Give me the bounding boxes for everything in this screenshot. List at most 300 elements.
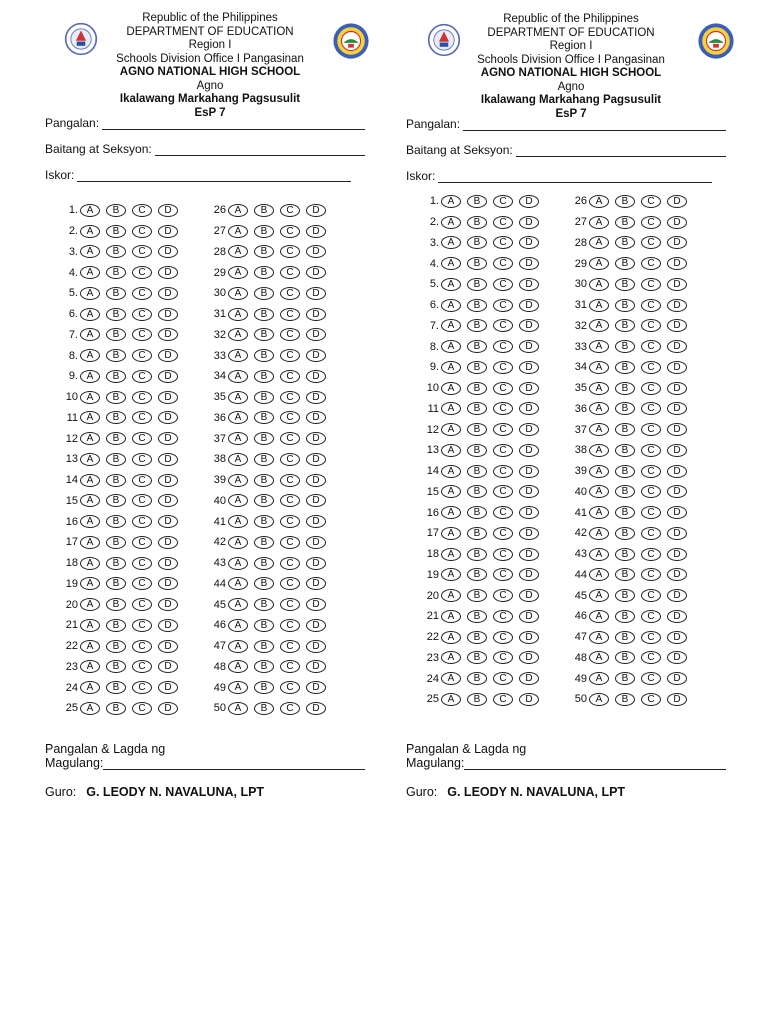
choice-bubble-b[interactable]: B (254, 702, 274, 715)
parent-signature-line[interactable] (464, 757, 726, 770)
score-line[interactable] (77, 171, 351, 182)
choice-bubble-c[interactable]: C (493, 610, 513, 623)
choice-bubble-c[interactable]: C (132, 266, 152, 279)
choice-bubble-a[interactable]: A (441, 278, 461, 291)
score-line[interactable] (438, 172, 712, 183)
choice-bubble-a[interactable]: A (80, 370, 100, 383)
choice-bubble-a[interactable]: A (80, 536, 100, 549)
choice-bubble-d[interactable]: D (306, 370, 326, 383)
choice-bubble-d[interactable]: D (519, 423, 539, 436)
choice-bubble-b[interactable]: B (615, 672, 635, 685)
choice-bubble-a[interactable]: A (441, 527, 461, 540)
choice-bubble-d[interactable]: D (667, 257, 687, 270)
choice-bubble-c[interactable]: C (641, 278, 661, 291)
choice-bubble-d[interactable]: D (519, 278, 539, 291)
choice-bubble-a[interactable]: A (228, 391, 248, 404)
choice-bubble-a[interactable]: A (441, 361, 461, 374)
choice-bubble-d[interactable]: D (667, 465, 687, 478)
choice-bubble-d[interactable]: D (306, 702, 326, 715)
choice-bubble-c[interactable]: C (493, 693, 513, 706)
choice-bubble-a[interactable]: A (589, 278, 609, 291)
choice-bubble-b[interactable]: B (106, 308, 126, 321)
choice-bubble-a[interactable]: A (80, 391, 100, 404)
choice-bubble-d[interactable]: D (519, 257, 539, 270)
choice-bubble-d[interactable]: D (519, 195, 539, 208)
choice-bubble-c[interactable]: C (132, 391, 152, 404)
choice-bubble-a[interactable]: A (441, 444, 461, 457)
choice-bubble-c[interactable]: C (132, 370, 152, 383)
choice-bubble-a[interactable]: A (228, 557, 248, 570)
choice-bubble-c[interactable]: C (493, 361, 513, 374)
choice-bubble-c[interactable]: C (132, 432, 152, 445)
choice-bubble-a[interactable]: A (80, 349, 100, 362)
choice-bubble-c[interactable]: C (641, 465, 661, 478)
choice-bubble-b[interactable]: B (467, 257, 487, 270)
choice-bubble-b[interactable]: B (254, 515, 274, 528)
choice-bubble-d[interactable]: D (519, 693, 539, 706)
choice-bubble-b[interactable]: B (615, 195, 635, 208)
choice-bubble-c[interactable]: C (641, 340, 661, 353)
choice-bubble-d[interactable]: D (306, 640, 326, 653)
choice-bubble-a[interactable]: A (228, 640, 248, 653)
choice-bubble-a[interactable]: A (441, 236, 461, 249)
choice-bubble-d[interactable]: D (306, 432, 326, 445)
choice-bubble-d[interactable]: D (306, 515, 326, 528)
choice-bubble-c[interactable]: C (280, 702, 300, 715)
choice-bubble-c[interactable]: C (132, 640, 152, 653)
choice-bubble-c[interactable]: C (280, 308, 300, 321)
choice-bubble-c[interactable]: C (280, 640, 300, 653)
choice-bubble-b[interactable]: B (106, 536, 126, 549)
choice-bubble-a[interactable]: A (441, 465, 461, 478)
name-line[interactable] (102, 119, 365, 130)
name-line[interactable] (463, 120, 726, 131)
choice-bubble-a[interactable]: A (80, 204, 100, 217)
choice-bubble-a[interactable]: A (441, 693, 461, 706)
choice-bubble-b[interactable]: B (106, 619, 126, 632)
choice-bubble-a[interactable]: A (228, 245, 248, 258)
choice-bubble-c[interactable]: C (280, 245, 300, 258)
choice-bubble-b[interactable]: B (106, 577, 126, 590)
choice-bubble-d[interactable]: D (306, 681, 326, 694)
choice-bubble-b[interactable]: B (615, 568, 635, 581)
choice-bubble-b[interactable]: B (615, 236, 635, 249)
choice-bubble-a[interactable]: A (80, 411, 100, 424)
choice-bubble-a[interactable]: A (228, 660, 248, 673)
choice-bubble-c[interactable]: C (493, 278, 513, 291)
choice-bubble-b[interactable]: B (467, 672, 487, 685)
choice-bubble-d[interactable]: D (667, 444, 687, 457)
choice-bubble-c[interactable]: C (280, 432, 300, 445)
choice-bubble-d[interactable]: D (519, 382, 539, 395)
choice-bubble-d[interactable]: D (306, 328, 326, 341)
choice-bubble-b[interactable]: B (467, 444, 487, 457)
choice-bubble-d[interactable]: D (519, 465, 539, 478)
choice-bubble-c[interactable]: C (132, 494, 152, 507)
choice-bubble-c[interactable]: C (132, 453, 152, 466)
choice-bubble-a[interactable]: A (589, 423, 609, 436)
choice-bubble-d[interactable]: D (519, 299, 539, 312)
choice-bubble-c[interactable]: C (132, 225, 152, 238)
name-field[interactable] (45, 117, 365, 130)
choice-bubble-a[interactable]: A (80, 494, 100, 507)
choice-bubble-c[interactable]: C (132, 619, 152, 632)
choice-bubble-a[interactable]: A (228, 494, 248, 507)
choice-bubble-b[interactable]: B (254, 266, 274, 279)
choice-bubble-b[interactable]: B (467, 527, 487, 540)
choice-bubble-d[interactable]: D (306, 494, 326, 507)
choice-bubble-b[interactable]: B (615, 278, 635, 291)
choice-bubble-d[interactable]: D (519, 672, 539, 685)
choice-bubble-d[interactable]: D (158, 411, 178, 424)
choice-bubble-d[interactable]: D (306, 411, 326, 424)
choice-bubble-b[interactable]: B (467, 465, 487, 478)
choice-bubble-c[interactable]: C (132, 681, 152, 694)
choice-bubble-a[interactable]: A (441, 506, 461, 519)
choice-bubble-d[interactable]: D (158, 536, 178, 549)
choice-bubble-d[interactable]: D (519, 631, 539, 644)
choice-bubble-c[interactable]: C (493, 506, 513, 519)
choice-bubble-d[interactable]: D (306, 225, 326, 238)
choice-bubble-d[interactable]: D (667, 299, 687, 312)
choice-bubble-b[interactable]: B (106, 640, 126, 653)
choice-bubble-b[interactable]: B (467, 548, 487, 561)
choice-bubble-a[interactable]: A (80, 702, 100, 715)
choice-bubble-a[interactable]: A (228, 328, 248, 341)
choice-bubble-d[interactable]: D (158, 349, 178, 362)
choice-bubble-d[interactable]: D (667, 610, 687, 623)
choice-bubble-c[interactable]: C (641, 651, 661, 664)
choice-bubble-b[interactable]: B (106, 266, 126, 279)
choice-bubble-b[interactable]: B (467, 319, 487, 332)
choice-bubble-d[interactable]: D (519, 340, 539, 353)
choice-bubble-a[interactable]: A (589, 382, 609, 395)
choice-bubble-c[interactable]: C (132, 660, 152, 673)
choice-bubble-a[interactable]: A (441, 548, 461, 561)
choice-bubble-a[interactable]: A (589, 257, 609, 270)
choice-bubble-a[interactable]: A (80, 577, 100, 590)
choice-bubble-c[interactable]: C (641, 423, 661, 436)
choice-bubble-c[interactable]: C (132, 702, 152, 715)
choice-bubble-b[interactable]: B (615, 216, 635, 229)
choice-bubble-c[interactable]: C (280, 536, 300, 549)
choice-bubble-d[interactable]: D (667, 278, 687, 291)
choice-bubble-c[interactable]: C (641, 548, 661, 561)
choice-bubble-b[interactable]: B (106, 702, 126, 715)
choice-bubble-c[interactable]: C (132, 557, 152, 570)
choice-bubble-d[interactable]: D (158, 515, 178, 528)
choice-bubble-b[interactable]: B (254, 557, 274, 570)
choice-bubble-c[interactable]: C (280, 453, 300, 466)
choice-bubble-b[interactable]: B (467, 195, 487, 208)
choice-bubble-a[interactable]: A (228, 474, 248, 487)
choice-bubble-d[interactable]: D (519, 568, 539, 581)
choice-bubble-b[interactable]: B (615, 444, 635, 457)
choice-bubble-b[interactable]: B (106, 474, 126, 487)
choice-bubble-a[interactable]: A (589, 340, 609, 353)
choice-bubble-c[interactable]: C (280, 494, 300, 507)
choice-bubble-c[interactable]: C (280, 598, 300, 611)
choice-bubble-b[interactable]: B (106, 660, 126, 673)
choice-bubble-c[interactable]: C (280, 287, 300, 300)
choice-bubble-b[interactable]: B (254, 494, 274, 507)
choice-bubble-c[interactable]: C (493, 402, 513, 415)
choice-bubble-a[interactable]: A (589, 195, 609, 208)
choice-bubble-a[interactable]: A (80, 245, 100, 258)
choice-bubble-c[interactable]: C (280, 266, 300, 279)
choice-bubble-d[interactable]: D (158, 681, 178, 694)
choice-bubble-a[interactable]: A (589, 651, 609, 664)
choice-bubble-b[interactable]: B (467, 610, 487, 623)
choice-bubble-d[interactable]: D (667, 589, 687, 602)
choice-bubble-c[interactable]: C (280, 225, 300, 238)
choice-bubble-c[interactable]: C (132, 349, 152, 362)
choice-bubble-b[interactable]: B (615, 361, 635, 374)
choice-bubble-c[interactable]: C (493, 299, 513, 312)
choice-bubble-c[interactable]: C (493, 589, 513, 602)
choice-bubble-a[interactable]: A (80, 681, 100, 694)
choice-bubble-c[interactable]: C (493, 631, 513, 644)
choice-bubble-c[interactable]: C (280, 204, 300, 217)
choice-bubble-b[interactable]: B (254, 598, 274, 611)
choice-bubble-a[interactable]: A (589, 485, 609, 498)
choice-bubble-b[interactable]: B (467, 216, 487, 229)
choice-bubble-a[interactable]: A (80, 598, 100, 611)
choice-bubble-d[interactable]: D (667, 340, 687, 353)
choice-bubble-d[interactable]: D (306, 245, 326, 258)
choice-bubble-b[interactable]: B (467, 423, 487, 436)
choice-bubble-a[interactable]: A (589, 548, 609, 561)
choice-bubble-a[interactable]: A (589, 672, 609, 685)
choice-bubble-a[interactable]: A (589, 465, 609, 478)
choice-bubble-d[interactable]: D (158, 391, 178, 404)
choice-bubble-c[interactable]: C (641, 527, 661, 540)
choice-bubble-b[interactable]: B (615, 527, 635, 540)
choice-bubble-c[interactable]: C (132, 204, 152, 217)
choice-bubble-b[interactable]: B (254, 328, 274, 341)
choice-bubble-c[interactable]: C (132, 474, 152, 487)
choice-bubble-a[interactable]: A (589, 527, 609, 540)
choice-bubble-c[interactable]: C (493, 672, 513, 685)
choice-bubble-a[interactable]: A (228, 411, 248, 424)
choice-bubble-d[interactable]: D (306, 557, 326, 570)
choice-bubble-a[interactable]: A (441, 568, 461, 581)
choice-bubble-b[interactable]: B (106, 370, 126, 383)
choice-bubble-b[interactable]: B (615, 506, 635, 519)
choice-bubble-c[interactable]: C (280, 349, 300, 362)
choice-bubble-c[interactable]: C (641, 589, 661, 602)
score-field[interactable] (45, 169, 351, 182)
choice-bubble-b[interactable]: B (467, 485, 487, 498)
choice-bubble-b[interactable]: B (254, 245, 274, 258)
name-field[interactable] (406, 118, 726, 131)
choice-bubble-d[interactable]: D (667, 485, 687, 498)
choice-bubble-c[interactable]: C (641, 382, 661, 395)
choice-bubble-b[interactable]: B (615, 423, 635, 436)
choice-bubble-b[interactable]: B (467, 506, 487, 519)
choice-bubble-d[interactable]: D (519, 651, 539, 664)
choice-bubble-d[interactable]: D (158, 370, 178, 383)
choice-bubble-d[interactable]: D (519, 236, 539, 249)
choice-bubble-d[interactable]: D (158, 598, 178, 611)
choice-bubble-a[interactable]: A (228, 598, 248, 611)
choice-bubble-c[interactable]: C (493, 257, 513, 270)
choice-bubble-a[interactable]: A (589, 236, 609, 249)
choice-bubble-a[interactable]: A (80, 474, 100, 487)
choice-bubble-d[interactable]: D (158, 619, 178, 632)
choice-bubble-b[interactable]: B (467, 278, 487, 291)
choice-bubble-d[interactable]: D (158, 702, 178, 715)
choice-bubble-d[interactable]: D (158, 577, 178, 590)
parent-signature-line[interactable] (103, 757, 365, 770)
choice-bubble-d[interactable]: D (667, 693, 687, 706)
choice-bubble-b[interactable]: B (254, 204, 274, 217)
choice-bubble-c[interactable]: C (493, 340, 513, 353)
choice-bubble-c[interactable]: C (641, 506, 661, 519)
choice-bubble-c[interactable]: C (493, 382, 513, 395)
choice-bubble-c[interactable]: C (641, 299, 661, 312)
choice-bubble-d[interactable]: D (306, 266, 326, 279)
choice-bubble-a[interactable]: A (228, 287, 248, 300)
choice-bubble-c[interactable]: C (493, 236, 513, 249)
choice-bubble-d[interactable]: D (158, 494, 178, 507)
choice-bubble-d[interactable]: D (667, 382, 687, 395)
choice-bubble-b[interactable]: B (106, 204, 126, 217)
choice-bubble-c[interactable]: C (641, 568, 661, 581)
score-field[interactable] (406, 170, 712, 183)
choice-bubble-d[interactable]: D (158, 204, 178, 217)
choice-bubble-b[interactable]: B (106, 411, 126, 424)
choice-bubble-c[interactable]: C (280, 660, 300, 673)
choice-bubble-c[interactable]: C (493, 319, 513, 332)
choice-bubble-d[interactable]: D (519, 361, 539, 374)
choice-bubble-b[interactable]: B (106, 245, 126, 258)
choice-bubble-c[interactable]: C (280, 474, 300, 487)
choice-bubble-a[interactable]: A (228, 204, 248, 217)
choice-bubble-b[interactable]: B (106, 328, 126, 341)
choice-bubble-a[interactable]: A (80, 266, 100, 279)
choice-bubble-b[interactable]: B (254, 432, 274, 445)
choice-bubble-c[interactable]: C (493, 465, 513, 478)
choice-bubble-d[interactable]: D (158, 266, 178, 279)
choice-bubble-c[interactable]: C (493, 444, 513, 457)
choice-bubble-d[interactable]: D (158, 453, 178, 466)
choice-bubble-a[interactable]: A (441, 382, 461, 395)
choice-bubble-b[interactable]: B (615, 651, 635, 664)
choice-bubble-a[interactable]: A (441, 340, 461, 353)
choice-bubble-b[interactable]: B (254, 349, 274, 362)
choice-bubble-d[interactable]: D (306, 474, 326, 487)
choice-bubble-d[interactable]: D (306, 391, 326, 404)
choice-bubble-b[interactable]: B (106, 515, 126, 528)
choice-bubble-d[interactable]: D (158, 328, 178, 341)
choice-bubble-c[interactable]: C (280, 370, 300, 383)
choice-bubble-a[interactable]: A (441, 589, 461, 602)
choice-bubble-a[interactable]: A (80, 308, 100, 321)
choice-bubble-c[interactable]: C (280, 577, 300, 590)
choice-bubble-d[interactable]: D (306, 308, 326, 321)
choice-bubble-a[interactable]: A (441, 485, 461, 498)
choice-bubble-b[interactable]: B (615, 631, 635, 644)
choice-bubble-d[interactable]: D (158, 245, 178, 258)
choice-bubble-a[interactable]: A (80, 660, 100, 673)
choice-bubble-a[interactable]: A (228, 702, 248, 715)
choice-bubble-c[interactable]: C (132, 411, 152, 424)
choice-bubble-d[interactable]: D (519, 506, 539, 519)
choice-bubble-b[interactable]: B (467, 693, 487, 706)
choice-bubble-d[interactable]: D (158, 432, 178, 445)
choice-bubble-a[interactable]: A (228, 308, 248, 321)
choice-bubble-a[interactable]: A (228, 349, 248, 362)
choice-bubble-d[interactable]: D (158, 474, 178, 487)
choice-bubble-c[interactable]: C (280, 619, 300, 632)
choice-bubble-c[interactable]: C (493, 651, 513, 664)
choice-bubble-b[interactable]: B (254, 411, 274, 424)
choice-bubble-b[interactable]: B (615, 402, 635, 415)
choice-bubble-d[interactable]: D (519, 610, 539, 623)
choice-bubble-b[interactable]: B (615, 465, 635, 478)
section-field[interactable] (406, 144, 726, 157)
choice-bubble-d[interactable]: D (667, 651, 687, 664)
choice-bubble-c[interactable]: C (641, 672, 661, 685)
choice-bubble-d[interactable]: D (306, 204, 326, 217)
choice-bubble-c[interactable]: C (132, 245, 152, 258)
choice-bubble-c[interactable]: C (493, 195, 513, 208)
choice-bubble-c[interactable]: C (641, 402, 661, 415)
choice-bubble-a[interactable]: A (589, 319, 609, 332)
section-line[interactable] (155, 145, 365, 156)
choice-bubble-c[interactable]: C (280, 557, 300, 570)
choice-bubble-a[interactable]: A (228, 515, 248, 528)
choice-bubble-a[interactable]: A (589, 589, 609, 602)
choice-bubble-b[interactable]: B (615, 299, 635, 312)
choice-bubble-a[interactable]: A (228, 577, 248, 590)
choice-bubble-b[interactable]: B (106, 225, 126, 238)
choice-bubble-a[interactable]: A (589, 402, 609, 415)
choice-bubble-a[interactable]: A (80, 453, 100, 466)
choice-bubble-a[interactable]: A (441, 195, 461, 208)
choice-bubble-b[interactable]: B (106, 598, 126, 611)
choice-bubble-d[interactable]: D (667, 672, 687, 685)
parent-signature-field[interactable] (45, 756, 365, 770)
choice-bubble-c[interactable]: C (132, 577, 152, 590)
choice-bubble-d[interactable]: D (306, 619, 326, 632)
choice-bubble-d[interactable]: D (519, 216, 539, 229)
choice-bubble-b[interactable]: B (467, 236, 487, 249)
choice-bubble-d[interactable]: D (158, 308, 178, 321)
choice-bubble-a[interactable]: A (441, 257, 461, 270)
choice-bubble-d[interactable]: D (519, 589, 539, 602)
choice-bubble-d[interactable]: D (519, 548, 539, 561)
choice-bubble-b[interactable]: B (467, 589, 487, 602)
choice-bubble-b[interactable]: B (615, 340, 635, 353)
choice-bubble-a[interactable]: A (589, 610, 609, 623)
choice-bubble-c[interactable]: C (493, 485, 513, 498)
choice-bubble-c[interactable]: C (280, 411, 300, 424)
choice-bubble-d[interactable]: D (306, 598, 326, 611)
choice-bubble-c[interactable]: C (493, 216, 513, 229)
choice-bubble-c[interactable]: C (132, 598, 152, 611)
choice-bubble-b[interactable]: B (467, 340, 487, 353)
choice-bubble-b[interactable]: B (254, 391, 274, 404)
choice-bubble-d[interactable]: D (667, 236, 687, 249)
choice-bubble-c[interactable]: C (641, 319, 661, 332)
choice-bubble-d[interactable]: D (667, 216, 687, 229)
choice-bubble-a[interactable]: A (441, 631, 461, 644)
choice-bubble-c[interactable]: C (641, 236, 661, 249)
choice-bubble-d[interactable]: D (667, 548, 687, 561)
choice-bubble-d[interactable]: D (519, 527, 539, 540)
